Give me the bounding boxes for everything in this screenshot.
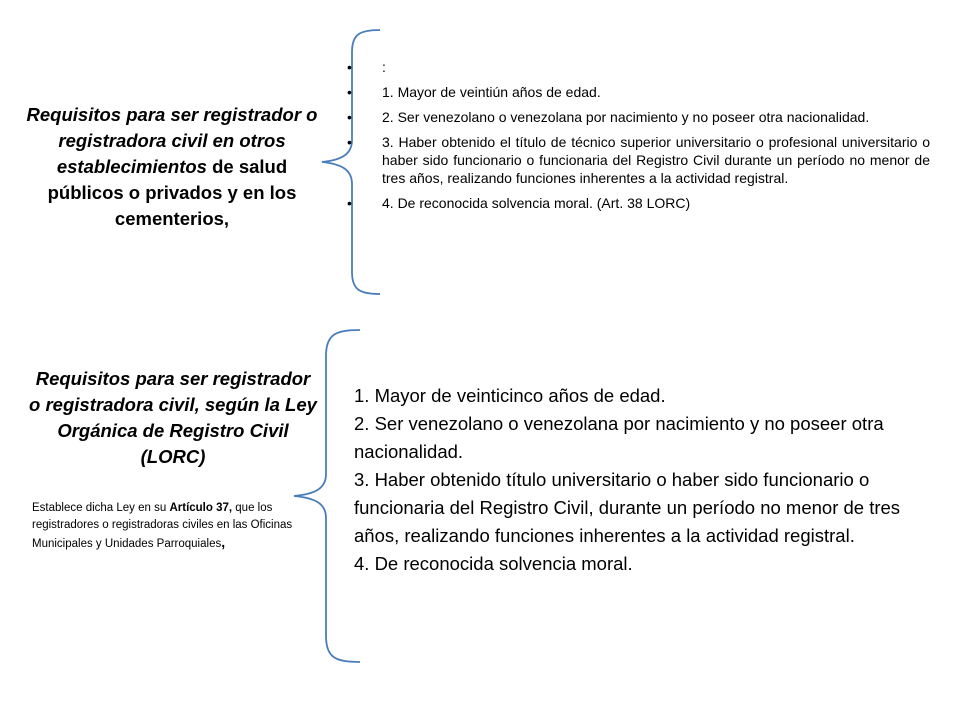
list-item: • 3. Haber obtenido el título de técnico superior universitario o profesional universitario o haber sido funcionario o funcionaria del Registro Civil durante un período no menor de tres años, realizando funciones inherentes a la actividad registral. <box>345 133 930 187</box>
requirement-line: 1. Mayor de veinticinco años de edad. <box>354 385 666 406</box>
section2-title: Requisitos para ser registrador o registradora civil, según la Ley Orgánica de Registro Civil (LORC) <box>29 368 317 467</box>
section2-note <box>32 500 312 553</box>
section1-title <box>22 102 322 232</box>
section1-title-italic: Requisitos para ser registrador o registradora civil en otros establecimientos <box>26 104 318 177</box>
list-item: • 1. Mayor de veintiún años de edad. <box>345 83 930 101</box>
section2-brace-path <box>294 330 360 662</box>
requirement-line: 2. Ser venezolano o venezolana por nacimiento y no poseer otra nacionalidad. <box>354 413 884 462</box>
list-item: • : <box>345 58 930 76</box>
list-item: • 4. De reconocida solvencia moral. (Art. 38 LORC) <box>345 194 930 212</box>
section2-note-comma: , <box>221 534 226 550</box>
requirement-line: 4. De reconocida solvencia moral. <box>354 553 633 574</box>
section1-list <box>345 58 930 219</box>
section1-title-rest: de salud públicos o privados y en los cementerios, <box>47 156 297 229</box>
section2-note-prefix: Establece dicha Ley en su <box>32 502 170 514</box>
list-item: • 2. Ser venezolano o venezolana por nacimiento y no poseer otra nacionalidad. <box>345 108 930 126</box>
section2-body <box>354 382 914 578</box>
section2-note-suffix: que los registradores o registradoras civiles en las Oficinas Municipales y Unidades Parroquiales <box>32 502 293 550</box>
section2-note-bold: Artículo 37, <box>169 502 233 514</box>
requirement-line: 3. Haber obtenido título universitario o haber sido funcionario o funcionaria del Registro Civil, durante un período no menor de tres años, realizando funciones inherentes a la actividad registral. <box>354 469 901 546</box>
